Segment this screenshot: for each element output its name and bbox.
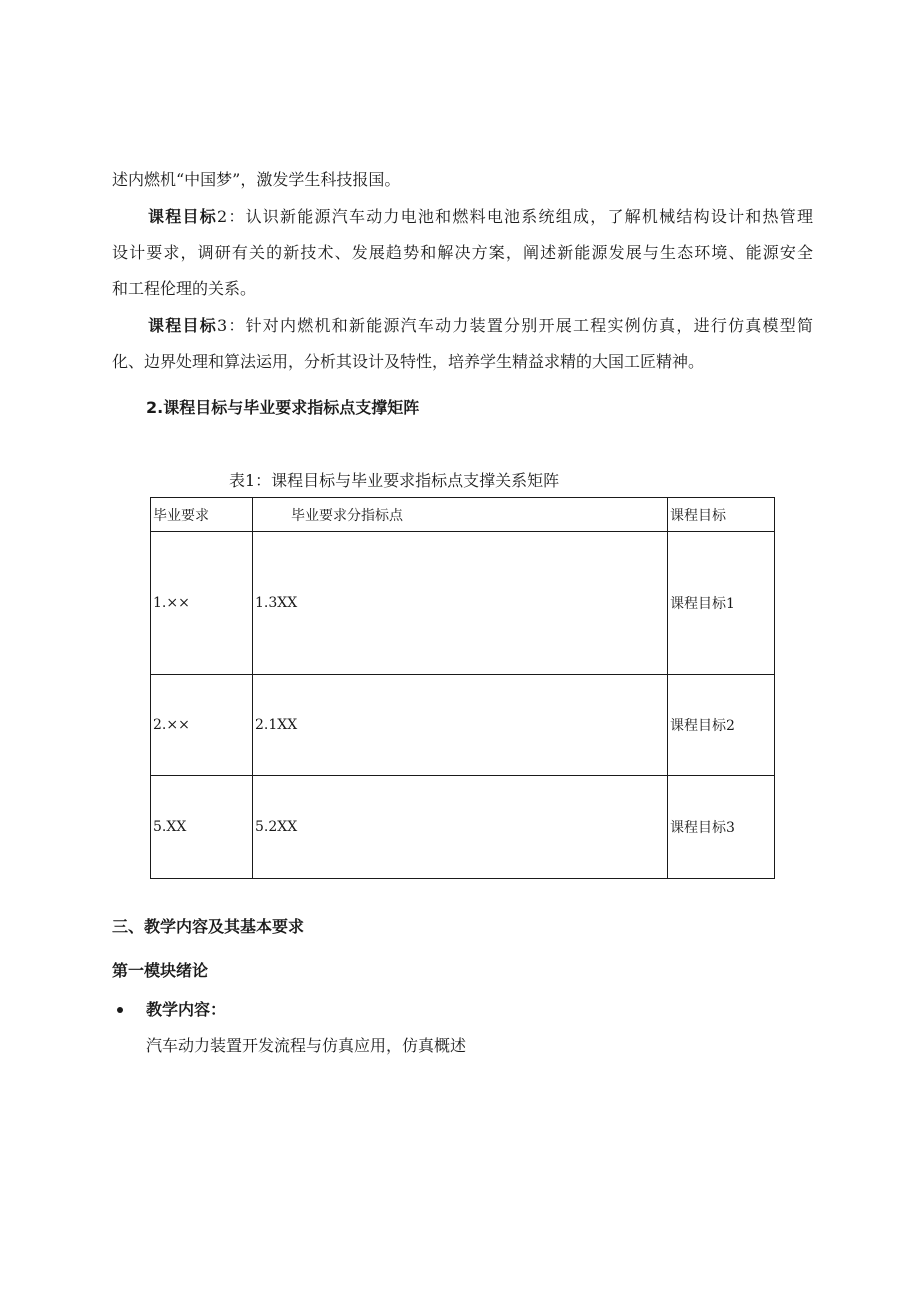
table-cell: 2.1XX [253,675,668,776]
teaching-content-text: 汽车动力装置开发流程与仿真应用，仿真概述 [146,1036,467,1055]
table-row [151,675,775,776]
table-header-row [151,498,775,532]
objective-3-label: 课程目标 [148,316,217,335]
table-cell: 2.×× [151,675,253,776]
paragraph-line: 述内燃机“中国梦”，激发学生科技报国。 [112,170,401,189]
table-caption: 表1：课程目标与毕业要求指标点支撑关系矩阵 [229,471,560,490]
table-cell: 课程目标1 [668,532,775,675]
table-cell: 1.×× [151,532,253,675]
table-cell: 课程目标3 [668,776,775,879]
support-matrix-table [150,497,775,879]
objective-2-line [148,207,813,227]
objective-3-text: 3：针对内燃机和新能源汽车动力装置分别开展工程实例仿真，进行仿真模型简 [216,316,813,335]
table-cell: 1.3XX [253,532,668,675]
section-heading: 2.课程目标与毕业要求指标点支撑矩阵 [146,398,420,417]
table-cell: 5.2XX [253,776,668,879]
table-cell: 课程目标2 [668,675,775,776]
section-heading: 三、教学内容及其基本要求 [112,917,305,936]
objective-3-line [148,316,813,336]
table-row [151,532,775,675]
header-cell: 课程目标 [668,498,775,532]
bullet-icon [115,1000,125,1020]
objective-2-text: 2：认识新能源汽车动力电池和燃料电池系统组成，了解机械结构设计和热管理 [216,207,813,226]
header-cell: 毕业要求分指标点 [253,498,668,532]
objective-2-line: 设计要求，调研有关的新技术、发展趋势和解决方案，阐述新能源发展与生态环境、能源安全 [112,243,813,262]
objective-2-line: 和工程伦理的关系。 [112,279,257,298]
objective-3-line: 化、边界处理和算法运用，分析其设计及特性，培养学生精益求精的大国工匠精神。 [112,352,705,371]
header-cell: 毕业要求 [151,498,253,532]
bullet-label: 教学内容： [146,1000,227,1019]
table-cell: 5.XX [151,776,253,879]
module-heading: 第一模块绪论 [112,961,209,980]
table-row [151,776,775,879]
objective-2-label: 课程目标 [148,207,217,226]
